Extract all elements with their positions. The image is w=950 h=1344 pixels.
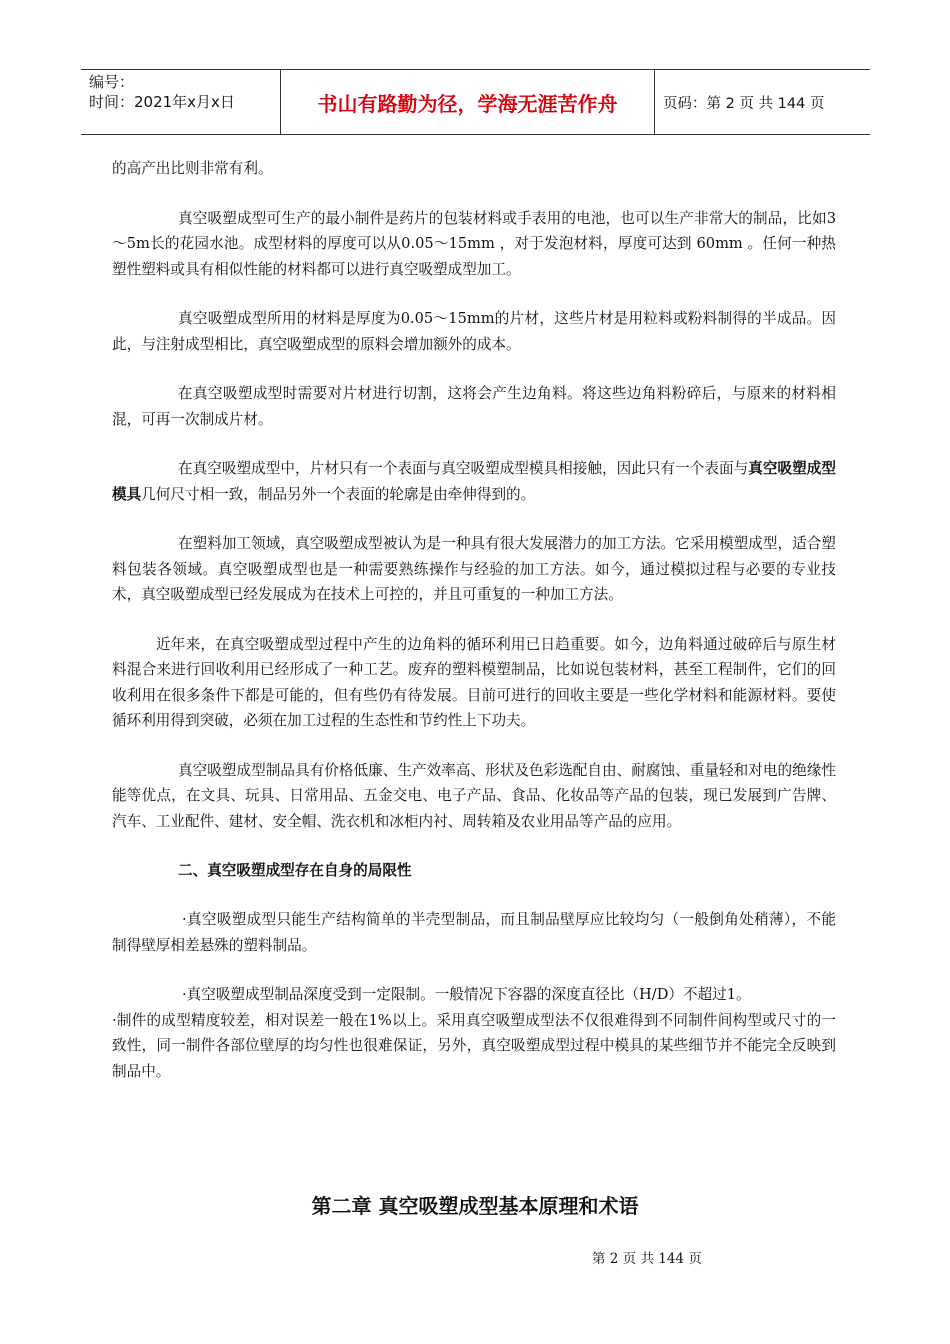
paragraph-text: 几何尺寸相一致，制品另外一个表面的轮廓是由牵伸得到的。: [141, 485, 536, 503]
bullet-item: ·真空吸塑成型制品深度受到一定限制。一般情况下容器的深度直径比（H/D）不超过1。: [182, 986, 751, 1003]
number-label: 编号：: [89, 73, 135, 91]
header-meta: [81, 70, 281, 134]
header-table: [81, 69, 870, 135]
paragraph-text: 在真空吸塑成型中，片材只有一个表面与真空吸塑成型模具相接触，因此只有一个表面与: [178, 460, 749, 477]
page-footer: 第 2 页 共 144 页: [592, 1251, 702, 1267]
paragraph: 的高产出比则非常有利。: [112, 160, 273, 177]
chapter-title: 第二章 真空吸塑成型基本原理和术语: [311, 1194, 639, 1218]
document-body: [112, 156, 836, 1108]
paragraph: 在真空吸塑成型时需要对片材进行切割，这将会产生边角料。将这些边角料粉碎后，与原来的材料相混，可再一次制成片材。: [112, 385, 836, 428]
paragraph: 真空吸塑成型可生产的最小制件是药片的包装材料或手表用的电池，也可以生产非常大的制品，比如3～5m长的花园水池。成型材料的厚度可以从0.05～15mm ，对于发泡材料，厚度可达到 60mm 。任何一种热塑性塑料或具有相似性能的材料都可以进行真空吸塑成型加工。: [112, 209, 836, 278]
header-motto: 书山有路勤为径，学海无涯苦作舟: [281, 70, 655, 134]
time-label: 时间：2021年x月x日: [89, 93, 235, 111]
header-page-info: 页码：第 2 页 共 144 页: [663, 95, 825, 112]
paragraph: 近年来，在真空吸塑成型过程中产生的边角料的循环利用已日趋重要。如今，边角料通过破碎后与原生材料混合来进行回收利用已经形成了一种工艺。废弃的塑料模塑制品，比如说包装材料，甚至工程制件，它们的回收利用在很多条件下都是可能的，但有些仍有待发展。目前可进行的回收主要是一些化学材料和能源材料。要使循环利用得到突破，必须在加工过程的生态性和节约性上下功夫。: [112, 635, 836, 729]
bold-keyword: 真空吸塑成型模具: [112, 460, 836, 503]
bullet-item: ·真空吸塑成型只能生产结构简单的半壳型制品，而且制品壁厚应比较均匀（一般倒角处稍薄），不能制得壁厚相差悬殊的塑料制品。: [112, 911, 836, 954]
paragraph: 在塑料加工领域，真空吸塑成型被认为是一种具有很大发展潜力的加工方法。它采用模塑成型，适合塑料包装各领域。真空吸塑成型也是一种需要熟练操作与经验的加工方法。如今，通过模拟过程与必要的专业技术，真空吸塑成型已经发展成为在技术上可控的，并且可重复的一种加工方法。: [112, 535, 836, 603]
bullet-item: ·制件的成型精度较差，相对误差一般在1%以上。采用真空吸塑成型法不仅很难得到不同制件间构型或尺寸的一致性，同一制件各部位壁厚的均匀性也很难保证，另外，真空吸塑成型过程中模具的某些细节并不能完全反映到制品中。: [112, 1011, 836, 1080]
paragraph: 真空吸塑成型制品具有价格低廉、生产效率高、形状及色彩选配自由、耐腐蚀、重量轻和对电的绝缘性能等优点，在文具、玩具、日常用品、五金交电、电子产品、食品、化妆品等产品的包装，现已发展到广告牌、汽车、工业配件、建材、安全帽、洗衣机和冰柜内衬、周转箱及农业用品等产品的应用。: [112, 761, 836, 830]
paragraph: 真空吸塑成型所用的材料是厚度为0.05～15mm的片材，这些片材是用粒料或粉料制得的半成品。因此，与注射成型相比，真空吸塑成型的原料会增加额外的成本。: [112, 310, 836, 353]
section-heading: 二、真空吸塑成型存在自身的局限性: [178, 862, 412, 879]
paragraph: [112, 456, 836, 507]
